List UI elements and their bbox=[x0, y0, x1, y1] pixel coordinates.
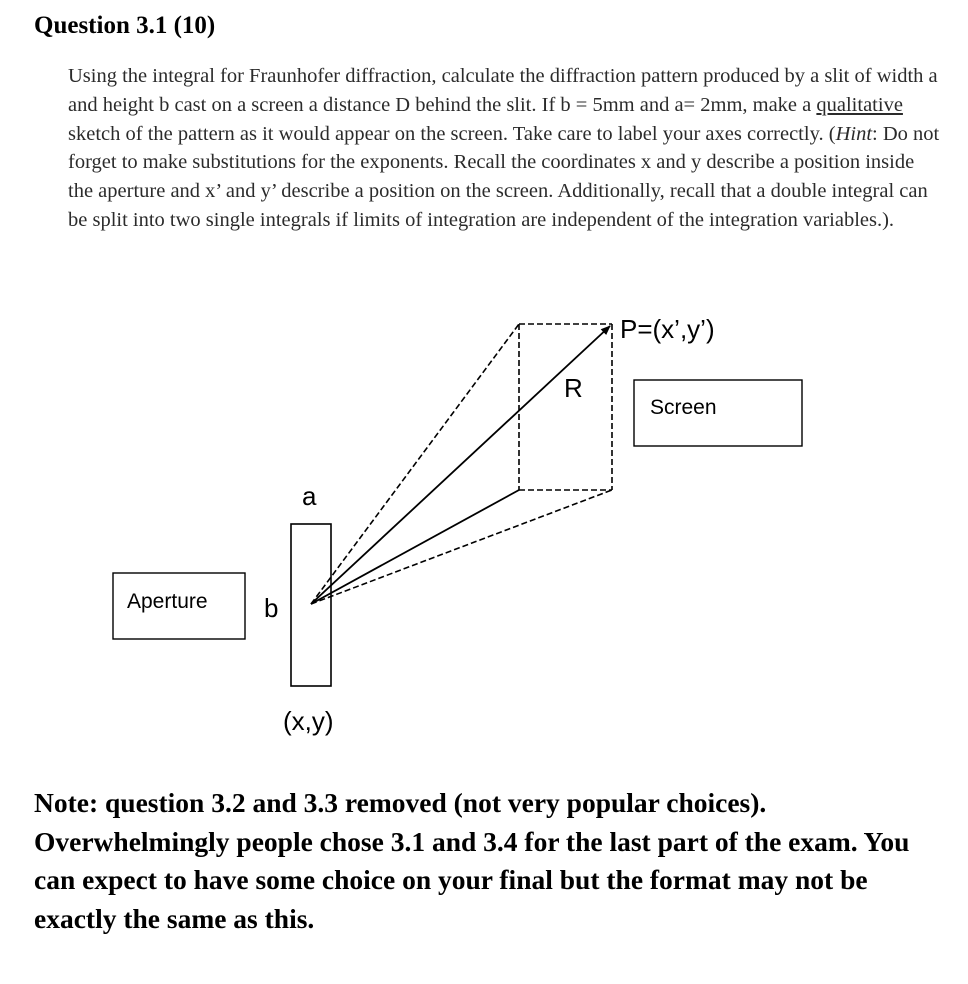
question-text-part1: Using the integral for Fraunhofer diffraction, calculate the diffraction pattern produced by a slit of width a and height b cast on a screen a distance D behind the slit. If b = 5mm and a= 2mm, make a bbox=[68, 65, 938, 116]
aperture-label: Aperture bbox=[127, 590, 208, 613]
question-title: Question 3.1 (10) bbox=[34, 12, 216, 39]
question-text-part2: sketch of the pattern as it would appear on the screen. Take care to label your axes correctly. ( bbox=[68, 122, 836, 145]
screen-plane-projection bbox=[519, 324, 612, 490]
a-label: a bbox=[302, 481, 317, 511]
b-label: b bbox=[264, 593, 279, 623]
xy-label: (x,y) bbox=[283, 706, 334, 736]
dashed-line-lower bbox=[311, 490, 612, 604]
r-label: R bbox=[564, 373, 583, 403]
solid-rays bbox=[311, 326, 610, 604]
dashed-line-top bbox=[311, 324, 519, 604]
hint-label: Hint bbox=[835, 122, 873, 145]
question-body bbox=[68, 62, 940, 235]
exam-note: Note: question 3.2 and 3.3 removed (not very popular choices). Overwhelmingly people chose 3.1 and 3.4 for the last part of the exam. You can expect to have some choice on your final but the format may not be exactly the same as this. bbox=[34, 787, 910, 934]
slit-rectangle bbox=[291, 524, 331, 686]
qualitative-underlined: qualitative bbox=[816, 93, 903, 116]
point-p-label: P=(x’,y’) bbox=[620, 314, 715, 344]
screen-label: Screen bbox=[650, 396, 717, 419]
question-text-part3: : Do not forget to make substitutions for the exponents. Recall the coordinates x and y describe a position inside the aperture and x’ and y’ describe a position on the screen. Additionally, recall that a double integral can be split into two single integrals if limits of integration are independent of the integration variables.). bbox=[68, 122, 940, 231]
diffraction-diagram bbox=[0, 290, 968, 750]
r-vector-arrow bbox=[311, 326, 610, 604]
